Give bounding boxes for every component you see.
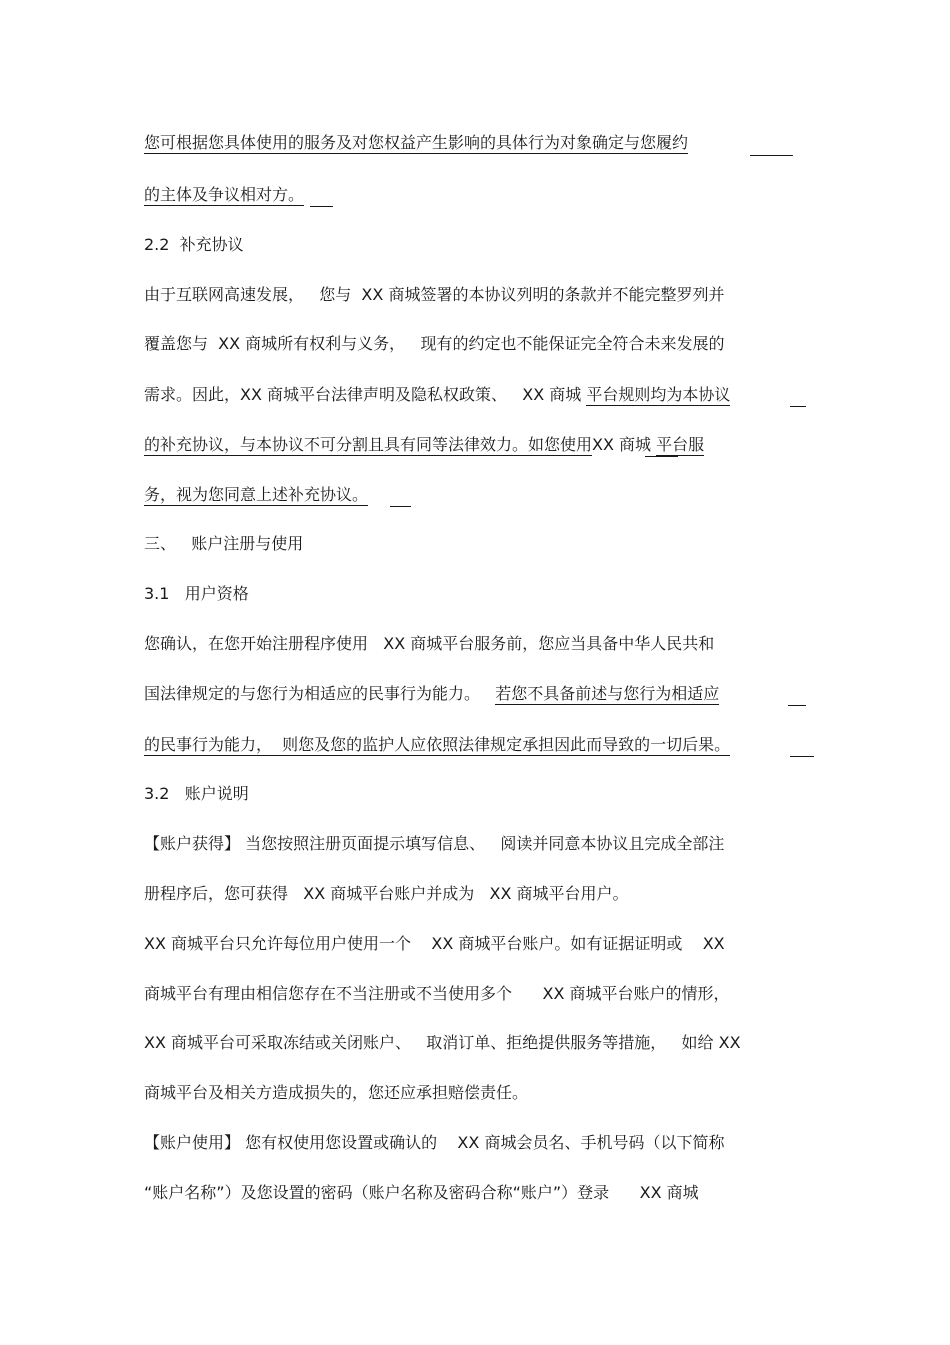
text-line xyxy=(144,131,688,155)
text-line xyxy=(144,532,303,556)
text-line xyxy=(144,882,629,906)
text-span: 【账户获得】 当您按照注册页面提示填写信息、 阅读并同意本协议且完成全部注 xyxy=(144,834,725,853)
text-span: 2.2 补充协议 xyxy=(144,235,244,254)
text-span: 商城平台有理由相信您存在不当注册或不当使用多个 XX 商城平台账户的情形， xyxy=(144,984,730,1003)
text-line xyxy=(144,932,725,956)
text-line xyxy=(144,582,249,606)
text-line xyxy=(144,682,719,706)
underline-extension xyxy=(788,705,806,706)
text-line xyxy=(144,1081,528,1105)
text-span: 3.2 账户说明 xyxy=(144,784,249,803)
text-span: XX 商城 xyxy=(592,435,657,454)
text-line xyxy=(144,483,368,507)
text-line xyxy=(144,782,249,806)
underline-extension xyxy=(310,206,333,207)
text-line xyxy=(144,283,724,307)
underlined-text: 若您不具备前述与您行为相适应 xyxy=(495,684,720,703)
text-span: 覆盖您与 XX 商城所有权利与义务， 现有的约定也不能保证完全符合未来发展的 xyxy=(144,334,725,353)
text-line xyxy=(144,733,730,757)
text-line xyxy=(144,832,724,856)
underlined-text: 的民事行为能力， 则您及您的监护人应依照法律规定承担因此而导致的一切后果。 xyxy=(144,735,731,754)
underline-extension xyxy=(790,756,814,757)
text-span: XX 商城平台可采取冻结或关闭账户、 取消订单、拒绝提供服务等措施， 如给 XX xyxy=(144,1033,741,1052)
text-line xyxy=(144,632,714,656)
underlined-text: 平台规则均为本协议 xyxy=(586,385,731,404)
text-span: “账户名称”）及您设置的密码（账户名称及密码合称“账户”）登录 XX 商城 xyxy=(144,1183,699,1202)
text-line xyxy=(144,383,730,407)
underline-extension xyxy=(390,506,411,507)
underlined-text: 平台服 xyxy=(656,435,705,454)
text-line xyxy=(144,1181,699,1205)
underlined-text: 的补充协议，与本协议不可分割且具有同等法律效力。如您使用 xyxy=(144,435,593,454)
text-line xyxy=(144,183,304,207)
text-span: 国法律规定的与您行为相适应的民事行为能力。 xyxy=(144,684,496,703)
text-span: XX 商城平台只允许每位用户使用一个 XX 商城平台账户。如有证据证明或 XX xyxy=(144,934,725,953)
underlined-text: 务，视为您同意上述补充协议。 xyxy=(144,485,369,504)
underline-extension xyxy=(645,456,678,457)
text-span: 您确认，在您开始注册程序使用 XX 商城平台服务前，您应当具备中华人民共和 xyxy=(144,634,715,653)
text-line xyxy=(144,1131,724,1155)
underlined-text: 您可根据您具体使用的服务及对您权益产生影响的具体行为对象确定与您履约 xyxy=(144,133,689,152)
text-span: 由于互联网高速发展， 您与 XX 商城签署的本协议列明的条款并不能完整罗列并 xyxy=(144,285,725,304)
text-line xyxy=(144,433,704,457)
text-span: 【账户使用】 您有权使用您设置或确认的 XX 商城会员名、手机号码（以下简称 xyxy=(144,1133,725,1152)
text-span: 3.1 用户资格 xyxy=(144,584,249,603)
text-line xyxy=(144,982,730,1006)
text-line xyxy=(144,332,724,356)
text-span: 需求。因此，XX 商城平台法律声明及隐私权政策、 XX 商城 xyxy=(144,385,587,404)
text-line xyxy=(144,233,244,257)
text-span: 册程序后，您可获得 XX 商城平台账户并成为 XX 商城平台用户。 xyxy=(144,884,629,903)
underline-extension xyxy=(790,406,806,407)
underline-extension xyxy=(750,155,793,156)
text-span: 商城平台及相关方造成损失的，您还应承担赔偿责任。 xyxy=(144,1083,529,1102)
underlined-text: 的主体及争议相对方。 xyxy=(144,185,305,204)
text-span: 三、 账户注册与使用 xyxy=(144,534,304,553)
text-line xyxy=(144,1031,741,1055)
